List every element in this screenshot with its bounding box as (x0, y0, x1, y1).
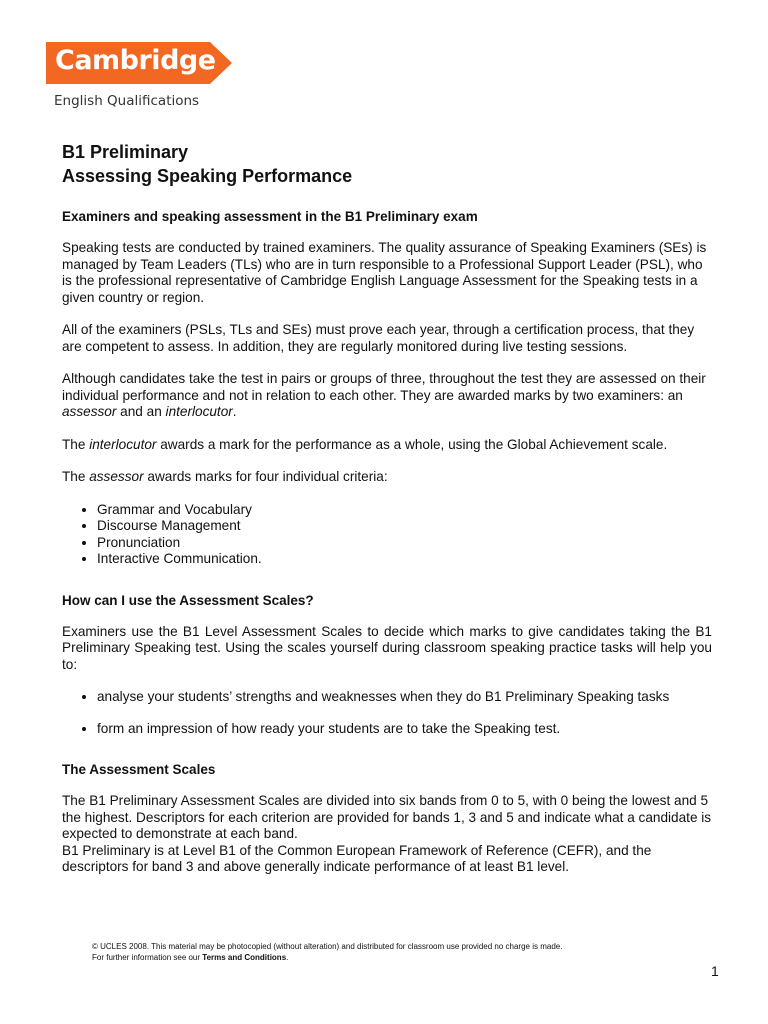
section1-paragraph1: Speaking tests are conducted by trained examiners. The quality assurance of Speaking Examiners (SEs) is managed by Team Leaders (TLs) who are in turn responsible to a Professional Support Leader (PSL), who is the professional representative of Cambridge English Language Assessment for the Speaking tests in a given country or region. (62, 240, 707, 305)
section3-paragraph2: B1 Preliminary is at Level B1 of the Common European Framework of Reference (CEFR), and the descriptors for band 3 and above generally indicate performance of at least B1 level. (62, 842, 652, 874)
benefits-list (62, 689, 712, 737)
section1-heading: Examiners and speaking assessment in the B1 Preliminary exam (62, 209, 478, 224)
section1-paragraph3 (62, 371, 712, 421)
logo-brand-text: Cambridge (55, 45, 216, 76)
copyright-footer (92, 941, 562, 963)
footer-line1: © UCLES 2008. This material may be photocopied (without alteration) and distributed for classroom use provided no charge is made. (92, 942, 563, 951)
section3-paragraph1: The B1 Preliminary Assessment Scales are divided into six bands from 0 to 5, with 0 being the lowest and 5 the highest. Descriptors for each criterion are provided for bands 1, 3 and 5 and indicate what a candidate is expected to demonstrate at each band. (62, 793, 712, 841)
criteria-list (62, 502, 712, 568)
p5-text-a: The (62, 469, 90, 484)
p4-text-b: awards a mark for the performance as a whole, using the Global Achievement scale. (156, 436, 668, 452)
p3-text-and: and an (116, 404, 166, 419)
p5-text-b: awards marks for four individual criteria: (143, 469, 388, 484)
p3-assessor-term: assessor (62, 404, 117, 419)
section1-paragraph5 (62, 469, 712, 486)
list-item: • Grammar and Vocabulary (97, 502, 712, 519)
list-item: • Pronunciation (97, 535, 712, 552)
section2-heading: How can I use the Assessment Scales? (62, 592, 314, 608)
list-item: • Discourse Management (97, 518, 712, 535)
section1-paragraph4 (62, 437, 712, 454)
footer-line2-text: For further information see our (92, 953, 203, 962)
list-item: • Interactive Communication. (97, 551, 712, 568)
logo-subtitle: English Qualifications (54, 93, 200, 109)
p5-assessor-term: assessor (89, 469, 144, 484)
p4-interlocutor-term: interlocutor (89, 436, 157, 452)
p3-text-end: . (232, 404, 237, 419)
p3-text-a: Although candidates take the test in pairs or groups of three, throughout the test they are assessed on their individual performance and not in relation to each other. They are awarded marks by two examiners: an (62, 371, 706, 403)
page-number: 1 (711, 963, 719, 979)
document-body (62, 140, 712, 892)
list-item: • form an impression of how ready your students are to take the Speaking test. (97, 721, 712, 738)
terms-link[interactable]: Terms and Conditions (202, 953, 287, 962)
footer-line2-end: . (286, 953, 289, 962)
footer-line2 (92, 952, 562, 963)
p3-interlocutor-term: interlocutor (165, 404, 233, 419)
page-title-line1: B1 Preliminary (62, 142, 189, 162)
p4-text-a: The (62, 436, 90, 452)
section2-paragraph1: Examiners use the B1 Level Assessment Scales to decide which marks to give candidates taking the B1 Preliminary Speaking test. Using the scales yourself during classroom speaking practice tasks will help you to: (62, 623, 712, 672)
section1-paragraph2: All of the examiners (PSLs, TLs and SEs) must prove each year, through a certification process, that they are competent to assess. In addition, they are regularly monitored during live testing sessions. (62, 322, 695, 354)
page-title-line2: Assessing Speaking Performance (62, 166, 353, 186)
list-item: • analyse your students’ strengths and weaknesses when they do B1 Preliminary Speaking tasks (97, 689, 712, 706)
cambridge-logo (46, 42, 232, 84)
section3-heading: The Assessment Scales (62, 762, 216, 777)
